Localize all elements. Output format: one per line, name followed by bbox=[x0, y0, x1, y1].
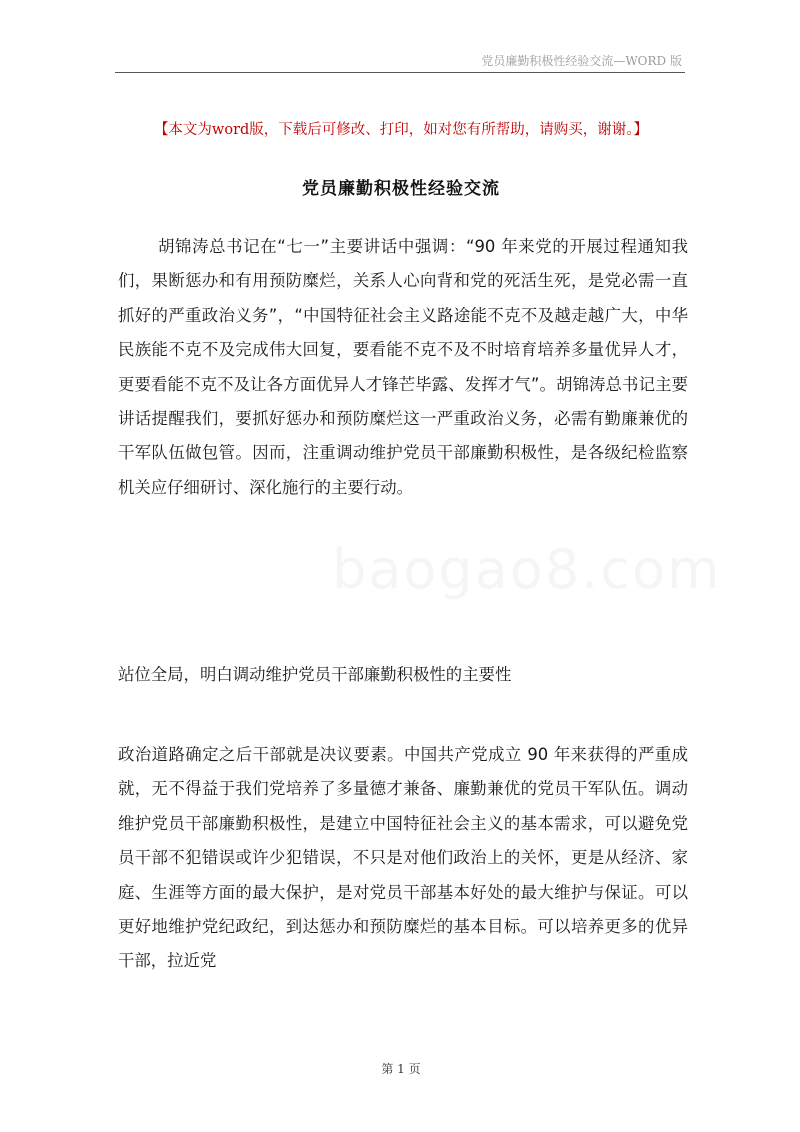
header-divider bbox=[115, 72, 685, 73]
document-title: 党员廉勤积极性经验交流 bbox=[302, 179, 500, 199]
watermark bbox=[332, 538, 722, 601]
running-header: 党员廉勤积极性经验交流—WORD 版 bbox=[481, 54, 682, 68]
paragraph-intro: 胡锦涛总书记在“七一”主要讲话中强调：“90 年来党的开展过程通知我们，果断惩办和有用预防糜烂，关系人心向背和党的死活生死，是党必需一直抓好的严重政治义务”，“中国特征社会主义路途能不克不及越走越广大，中华民族能不克不及完成伟大回复，要看能不克不及不时培育培养多量优异人才，更要看能不克不及让各方面优异人才锋芒毕露、发挥才气”。胡锦涛总书记主要讲话提醒我们，要抓好惩办和预防糜烂这一严重政治义务，必需有勤廉兼优的干军队伍做包管。因而，注重调动维护党员干部廉勤积极性，是各级纪检监察机关应仔细研讨、深化施行的主要行动。 bbox=[118, 237, 688, 497]
section-heading: 站位全局，明白调动维护党员干部廉勤积极性的主要性 bbox=[118, 665, 512, 684]
download-notice: 【本文为word版，下载后可修改、打印，如对您有所帮助，请购买，谢谢。】 bbox=[153, 122, 649, 138]
paragraph-body: 政治道路确定之后干部就是决议要素。中国共产党成立 90 年来获得的严重成就，无不得益于我们党培养了多量德才兼备、廉勤兼优的党员干军队伍。调动维护党员干部廉勤积极性，是建立中国特征社会主义的基本需求，可以避免党员干部不犯错误或许少犯错误，不只是对他们政治上的关怀，更是从经济、家庭、生涯等方面的最大保护，是对党员干部基本好处的最大维护与保证。可以更好地维护党纪政纪，到达惩办和预防糜烂的基本目标。可以培养更多的优异干部，拉近党 bbox=[118, 745, 688, 971]
page-number: 第 1 页 bbox=[381, 1062, 421, 1076]
